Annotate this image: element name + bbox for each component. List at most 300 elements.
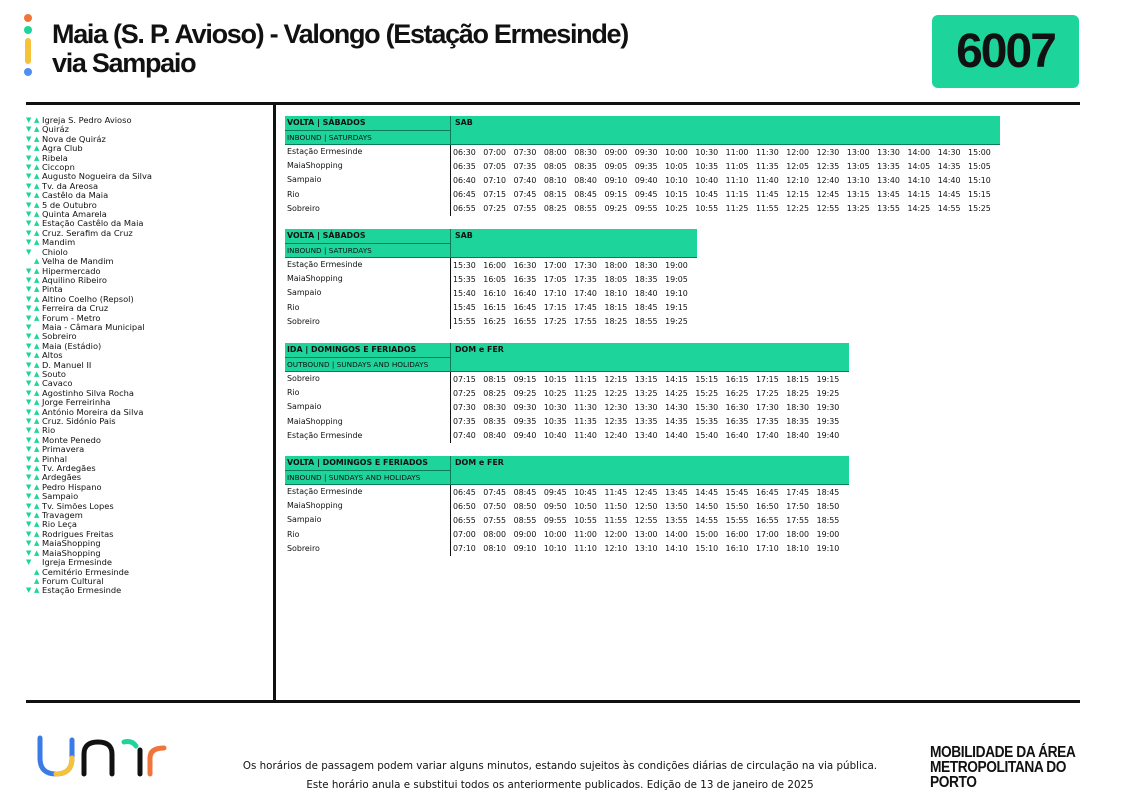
departure-time: 06:30 — [453, 147, 476, 157]
down-arrow-icon: ▼ — [26, 172, 32, 181]
departure-time: 09:30 — [634, 147, 658, 157]
stop-list — [26, 116, 271, 596]
vertical-divider — [273, 104, 276, 701]
departure-time: 10:30 — [695, 147, 719, 157]
down-arrow-icon: ▼ — [26, 398, 32, 407]
departure-time: 15:45 — [725, 487, 749, 497]
table-row — [285, 513, 849, 527]
title-line-2: via Sampaio — [52, 48, 196, 78]
departure-time: 15:05 — [968, 161, 991, 171]
table-row — [285, 301, 697, 315]
departure-time: 10:00 — [543, 530, 567, 540]
departure-time: 10:10 — [543, 544, 567, 554]
departure-time: 12:00 — [786, 147, 810, 157]
departure-time: 14:45 — [937, 190, 961, 200]
timetable-times — [451, 389, 847, 398]
departure-time: 08:10 — [483, 544, 507, 554]
down-arrow-icon: ▼ — [26, 520, 32, 529]
down-arrow-icon: ▼ — [26, 407, 32, 416]
stop-name: Castêlo da Maia — [42, 190, 109, 201]
up-arrow-icon: ▲ — [34, 454, 40, 463]
departure-time: 19:25 — [665, 317, 688, 327]
down-arrow-icon: ▼ — [26, 482, 32, 491]
departure-time: 19:15 — [665, 303, 688, 313]
departure-time: 07:15 — [483, 190, 507, 200]
down-arrow-icon: ▼ — [26, 294, 32, 303]
down-arrow-icon: ▼ — [26, 473, 32, 482]
timetable-stop: Sampaio — [285, 173, 451, 187]
departure-time: 08:45 — [574, 190, 597, 200]
stop-name: Forum - Metro — [42, 312, 101, 323]
departure-time: 18:10 — [604, 288, 628, 298]
down-arrow-icon: ▼ — [26, 558, 32, 567]
departure-time: 13:40 — [634, 431, 658, 441]
departure-time: 16:30 — [513, 260, 537, 270]
departure-time: 14:25 — [665, 388, 688, 398]
departure-time: 14:55 — [937, 204, 961, 214]
departure-time: 14:35 — [665, 417, 688, 427]
departure-time: 18:10 — [786, 544, 810, 554]
departure-time: 17:45 — [574, 303, 597, 313]
departure-time: 13:15 — [846, 190, 870, 200]
stop-name: Cruz. Serafim da Cruz — [42, 227, 133, 238]
table-row — [285, 429, 849, 443]
page-title — [52, 20, 628, 78]
down-arrow-icon: ▼ — [26, 360, 32, 369]
timetable — [285, 456, 849, 556]
departure-time: 11:10 — [725, 175, 749, 185]
departure-time: 08:45 — [513, 487, 537, 497]
departure-time: 13:30 — [877, 147, 900, 157]
departure-time: 12:15 — [604, 374, 628, 384]
down-arrow-icon: ▼ — [26, 586, 32, 595]
down-arrow-icon: ▼ — [26, 275, 32, 284]
departure-time: 17:35 — [755, 417, 779, 427]
stop-name: Nova de Quiráz — [42, 133, 106, 144]
stop-name: Altino Coelho (Repsol) — [42, 293, 134, 304]
departure-time: 14:25 — [907, 204, 931, 214]
timetable-times — [451, 275, 695, 284]
stop-name: Ferreira da Cruz — [42, 303, 109, 314]
departure-time: 15:15 — [695, 374, 719, 384]
departure-time: 18:55 — [634, 317, 658, 327]
timetable-day: SAB — [455, 118, 473, 127]
stop-name: Igreja S. Pedro Avioso — [42, 115, 132, 125]
departure-time: 10:25 — [665, 204, 688, 214]
timetable-title: VOLTA | DOMINGOS E FERIADOS — [285, 456, 451, 470]
timetable-header-row — [285, 130, 1000, 144]
timetable — [285, 116, 1000, 216]
timetable-times — [451, 176, 998, 185]
footer-note-1: Os horários de passagem podem variar alguns minutos, estando sujeitos às condições diárias de circulação na via pública. — [242, 760, 878, 772]
stop-name: Tv. Ardegães — [42, 463, 96, 474]
departure-time: 13:10 — [846, 175, 870, 185]
departure-time: 13:55 — [877, 204, 900, 214]
down-arrow-icon: ▼ — [26, 501, 32, 510]
departure-time: 09:55 — [634, 204, 658, 214]
table-row — [285, 528, 849, 542]
departure-time: 19:30 — [816, 402, 840, 412]
timetable-times — [451, 502, 847, 511]
departure-time: 12:55 — [816, 204, 840, 214]
departure-time: 15:55 — [725, 515, 749, 525]
title-line-1: Maia (S. P. Avioso) - Valongo (Estação Ermesinde) — [52, 19, 628, 49]
up-arrow-icon: ▲ — [34, 172, 40, 181]
departure-time: 15:30 — [695, 402, 719, 412]
up-arrow-icon: ▲ — [34, 482, 40, 491]
departure-time: 06:35 — [453, 161, 476, 171]
departure-time: 07:40 — [513, 175, 537, 185]
departure-time: 15:35 — [695, 417, 719, 427]
up-arrow-icon: ▲ — [34, 266, 40, 275]
down-arrow-icon: ▼ — [26, 332, 32, 341]
departure-time: 08:15 — [483, 374, 507, 384]
stop-list-item — [26, 586, 271, 595]
departure-time: 16:35 — [513, 274, 537, 284]
departure-time: 08:35 — [483, 417, 507, 427]
timetable-times — [451, 544, 847, 553]
departure-time: 18:25 — [604, 317, 628, 327]
timetable-header-row — [285, 357, 849, 371]
stop-name: Tv. da Areosa — [42, 180, 99, 191]
departure-time: 06:50 — [453, 501, 476, 511]
departure-time: 19:40 — [816, 431, 840, 441]
departure-time: 08:10 — [543, 175, 567, 185]
timetable-header-row — [285, 456, 849, 470]
departure-time: 07:35 — [513, 161, 537, 171]
departure-time: 08:40 — [483, 431, 507, 441]
departure-time: 06:40 — [453, 175, 476, 185]
departure-time: 12:10 — [786, 175, 810, 185]
departure-time: 13:35 — [877, 161, 900, 171]
timetable-header — [285, 343, 849, 372]
departure-time: 19:15 — [816, 374, 840, 384]
departure-time: 06:55 — [453, 204, 476, 214]
timetable-stop: Sobreiro — [285, 315, 451, 329]
down-arrow-icon: ▼ — [26, 388, 32, 397]
down-arrow-icon: ▼ — [26, 435, 32, 444]
timetable-header — [285, 456, 849, 485]
timetable-times — [451, 261, 695, 270]
timetable-stop: MaiaShopping — [285, 415, 451, 429]
departure-time: 16:55 — [755, 515, 779, 525]
up-arrow-icon: ▲ — [34, 210, 40, 219]
timetable-stop: MaiaShopping — [285, 159, 451, 173]
down-arrow-icon: ▼ — [26, 238, 32, 247]
departure-time: 08:40 — [574, 175, 597, 185]
departure-time: 17:05 — [543, 274, 567, 284]
route-number-badge: 6007 — [932, 15, 1079, 88]
timetable-stop: MaiaShopping — [285, 499, 451, 513]
down-arrow-icon: ▼ — [26, 548, 32, 557]
departure-time: 19:00 — [816, 530, 840, 540]
departure-time: 14:35 — [937, 161, 961, 171]
departure-time: 07:00 — [453, 530, 476, 540]
stop-name: Cruz. Sidónio Pais — [42, 416, 116, 426]
departure-time: 07:50 — [483, 501, 507, 511]
timetable-stop: Estação Ermesinde — [285, 258, 451, 272]
departure-time: 18:05 — [604, 274, 628, 284]
timetable-stop: Sampaio — [285, 286, 451, 300]
up-arrow-icon: ▲ — [34, 388, 40, 397]
stop-name: Chiolo — [42, 246, 68, 257]
timetable-times — [451, 162, 998, 171]
departure-time: 10:55 — [574, 515, 597, 525]
timetable-header-row — [285, 116, 1000, 130]
timetable-times — [451, 431, 847, 440]
stop-list-item — [26, 342, 271, 351]
amp-logo-line-1: MOBILIDADE DA ÁREA — [930, 744, 1076, 761]
departure-time: 12:10 — [604, 544, 628, 554]
departure-time: 09:45 — [634, 190, 658, 200]
timetable-times — [451, 403, 847, 412]
up-arrow-icon: ▲ — [34, 219, 40, 228]
departure-time: 12:55 — [634, 515, 658, 525]
timetable-subtitle: INBOUND | SATURDAYS — [285, 130, 451, 144]
timetable-times — [451, 148, 998, 157]
departure-time: 14:00 — [907, 147, 931, 157]
stop-name: Jorge Ferreirinha — [42, 397, 111, 408]
stop-name: Souto — [42, 368, 66, 379]
departure-time: 17:25 — [755, 388, 779, 398]
departure-time: 17:10 — [755, 544, 779, 554]
departure-time: 13:50 — [665, 501, 688, 511]
departure-time: 07:10 — [483, 175, 507, 185]
departure-time: 11:40 — [755, 175, 779, 185]
departure-time: 12:40 — [604, 431, 628, 441]
timetable-stop: MaiaShopping — [285, 272, 451, 286]
up-arrow-icon: ▲ — [34, 529, 40, 538]
stop-name: Hipermercado — [42, 265, 101, 276]
departure-time: 18:15 — [786, 374, 810, 384]
departure-time: 16:50 — [755, 501, 779, 511]
departure-time: 14:10 — [665, 544, 688, 554]
stop-name: Mandim — [42, 237, 76, 248]
departure-time: 15:45 — [453, 303, 476, 313]
table-row — [285, 188, 1000, 202]
departure-time: 17:25 — [543, 317, 567, 327]
departure-time: 14:15 — [907, 190, 931, 200]
up-arrow-icon: ▲ — [34, 294, 40, 303]
up-arrow-icon: ▲ — [34, 464, 40, 473]
timetable-stop: Estação Ermesinde — [285, 485, 451, 499]
departure-time: 10:45 — [574, 487, 597, 497]
departure-time: 15:25 — [695, 388, 719, 398]
departure-time: 14:50 — [695, 501, 719, 511]
departure-time: 07:55 — [513, 204, 537, 214]
departure-time: 12:15 — [786, 190, 810, 200]
departure-time: 07:00 — [483, 147, 507, 157]
departure-time: 18:25 — [786, 388, 810, 398]
departure-time: 07:15 — [453, 374, 476, 384]
departure-time: 09:00 — [513, 530, 537, 540]
departure-time: 17:30 — [574, 260, 597, 270]
departure-time: 06:55 — [453, 515, 476, 525]
down-arrow-icon: ▼ — [26, 134, 32, 143]
stop-name: Estação Ermesinde — [42, 585, 122, 596]
timetable-title: IDA | DOMINGOS E FERIADOS — [285, 343, 451, 357]
departure-time: 12:35 — [816, 161, 840, 171]
timetable-stop: Rio — [285, 386, 451, 400]
departure-time: 18:45 — [634, 303, 658, 313]
bottom-divider — [26, 700, 1080, 703]
stop-name: Velha de Mandim — [42, 256, 114, 267]
up-arrow-icon: ▲ — [34, 586, 40, 595]
departure-time: 11:00 — [574, 530, 597, 540]
timetable-subtitle: OUTBOUND | SUNDAYS AND HOLIDAYS — [285, 357, 451, 371]
down-arrow-icon: ▼ — [26, 313, 32, 322]
timetable-header-row — [285, 243, 697, 257]
departure-time: 08:00 — [543, 147, 567, 157]
table-row — [285, 372, 849, 386]
departure-time: 13:15 — [634, 374, 658, 384]
departure-time: 18:30 — [634, 260, 658, 270]
amp-logo — [930, 745, 1095, 790]
departure-time: 13:10 — [634, 544, 658, 554]
departure-time: 16:35 — [725, 417, 749, 427]
departure-time: 17:45 — [786, 487, 810, 497]
up-arrow-icon: ▲ — [34, 398, 40, 407]
departure-time: 07:35 — [453, 417, 476, 427]
departure-time: 07:25 — [453, 388, 476, 398]
up-arrow-icon: ▲ — [34, 351, 40, 360]
timetable-times — [451, 204, 998, 213]
table-row — [285, 159, 1000, 173]
down-arrow-icon: ▼ — [26, 341, 32, 350]
up-arrow-icon: ▲ — [34, 426, 40, 435]
up-arrow-icon: ▲ — [34, 548, 40, 557]
brand-dots — [24, 14, 34, 80]
stop-name: Aquilino Ribeiro — [42, 274, 107, 285]
stop-name: MaiaShopping — [42, 547, 101, 558]
departure-time: 13:05 — [846, 161, 870, 171]
departure-time: 11:45 — [604, 487, 628, 497]
departure-time: 18:40 — [634, 288, 658, 298]
departure-time: 13:25 — [634, 388, 658, 398]
stop-name: Forum Cultural — [42, 575, 104, 586]
departure-time: 16:40 — [513, 288, 537, 298]
departure-time: 18:55 — [816, 515, 840, 525]
timetable — [285, 229, 697, 329]
up-arrow-icon: ▲ — [34, 511, 40, 520]
stop-name: Rodrigues Freitas — [42, 528, 114, 539]
blue-dot-icon — [24, 68, 32, 76]
up-arrow-icon: ▲ — [34, 191, 40, 200]
down-arrow-icon: ▼ — [26, 304, 32, 313]
stop-name: Sampaio — [42, 491, 79, 502]
departure-time: 06:45 — [453, 190, 476, 200]
departure-time: 16:00 — [483, 260, 507, 270]
table-row — [285, 145, 1000, 159]
departure-time: 09:25 — [604, 204, 628, 214]
departure-time: 11:30 — [574, 402, 597, 412]
departure-time: 08:05 — [543, 161, 567, 171]
down-arrow-icon: ▼ — [26, 219, 32, 228]
up-arrow-icon: ▲ — [34, 200, 40, 209]
top-divider — [26, 102, 1080, 105]
table-row — [285, 499, 849, 513]
departure-time: 15:40 — [695, 431, 719, 441]
up-arrow-icon: ▲ — [34, 445, 40, 454]
down-arrow-icon: ▼ — [26, 511, 32, 520]
up-arrow-icon: ▲ — [34, 407, 40, 416]
timetable-stop: Rio — [285, 301, 451, 315]
up-arrow-icon: ▲ — [34, 379, 40, 388]
departure-time: 19:10 — [665, 288, 688, 298]
departure-time: 16:45 — [755, 487, 779, 497]
stop-name: Ardegães — [42, 472, 82, 483]
departure-time: 17:40 — [755, 431, 779, 441]
departure-time: 14:30 — [665, 402, 688, 412]
timetable-stop: Sampaio — [285, 513, 451, 527]
table-row — [285, 485, 849, 499]
timetable-header-row — [285, 343, 849, 357]
down-arrow-icon: ▼ — [26, 417, 32, 425]
departure-time: 19:05 — [665, 274, 688, 284]
departure-time: 07:30 — [513, 147, 537, 157]
up-arrow-icon: ▲ — [34, 360, 40, 369]
table-row — [285, 542, 849, 556]
departure-time: 16:05 — [483, 274, 507, 284]
timetable-times — [451, 417, 847, 426]
departure-time: 07:05 — [483, 161, 507, 171]
stop-name: MaiaShopping — [42, 538, 101, 549]
departure-time: 18:35 — [786, 417, 810, 427]
departure-time: 08:35 — [574, 161, 597, 171]
down-arrow-icon: ▼ — [26, 153, 32, 162]
departure-time: 15:30 — [453, 260, 476, 270]
up-arrow-icon: ▲ — [34, 576, 40, 585]
stop-name: Rio Leça — [42, 519, 78, 530]
up-arrow-icon: ▲ — [34, 520, 40, 529]
stop-name: Maia - Câmara Municipal — [42, 321, 145, 332]
departure-time: 17:55 — [786, 515, 810, 525]
stop-name: Quiráz — [42, 124, 69, 135]
departure-time: 19:00 — [665, 260, 688, 270]
departure-time: 15:40 — [453, 288, 476, 298]
timetable-stop: Estação Ermesinde — [285, 429, 451, 443]
departure-time: 11:10 — [574, 544, 597, 554]
up-arrow-icon: ▲ — [34, 153, 40, 162]
stop-name: Ciccopn — [42, 162, 75, 173]
departure-time: 07:40 — [453, 431, 476, 441]
departure-time: 09:25 — [513, 388, 537, 398]
departure-time: 12:40 — [816, 175, 840, 185]
departure-time: 18:35 — [634, 274, 658, 284]
departure-time: 18:30 — [786, 402, 810, 412]
timetable-stop: Sobreiro — [285, 372, 451, 386]
down-arrow-icon: ▼ — [26, 492, 32, 501]
departure-time: 15:55 — [453, 317, 476, 327]
departure-time: 13:25 — [846, 204, 870, 214]
departure-time: 12:25 — [786, 204, 810, 214]
departure-time: 09:00 — [604, 147, 628, 157]
departure-time: 09:35 — [634, 161, 658, 171]
departure-time: 18:50 — [816, 501, 840, 511]
timetable-day: DOM e FER — [455, 458, 504, 467]
departure-time: 16:45 — [513, 303, 537, 313]
departure-time: 10:00 — [665, 147, 688, 157]
stop-name: Maia (Estádio) — [42, 340, 102, 351]
departure-time: 14:40 — [665, 431, 688, 441]
stop-name: Rio — [42, 425, 56, 436]
departure-time: 09:30 — [513, 402, 537, 412]
down-arrow-icon: ▼ — [26, 181, 32, 190]
departure-time: 11:00 — [725, 147, 749, 157]
down-arrow-icon: ▼ — [26, 445, 32, 454]
up-arrow-icon: ▲ — [34, 116, 40, 124]
stop-name: Sobreiro — [42, 331, 77, 342]
